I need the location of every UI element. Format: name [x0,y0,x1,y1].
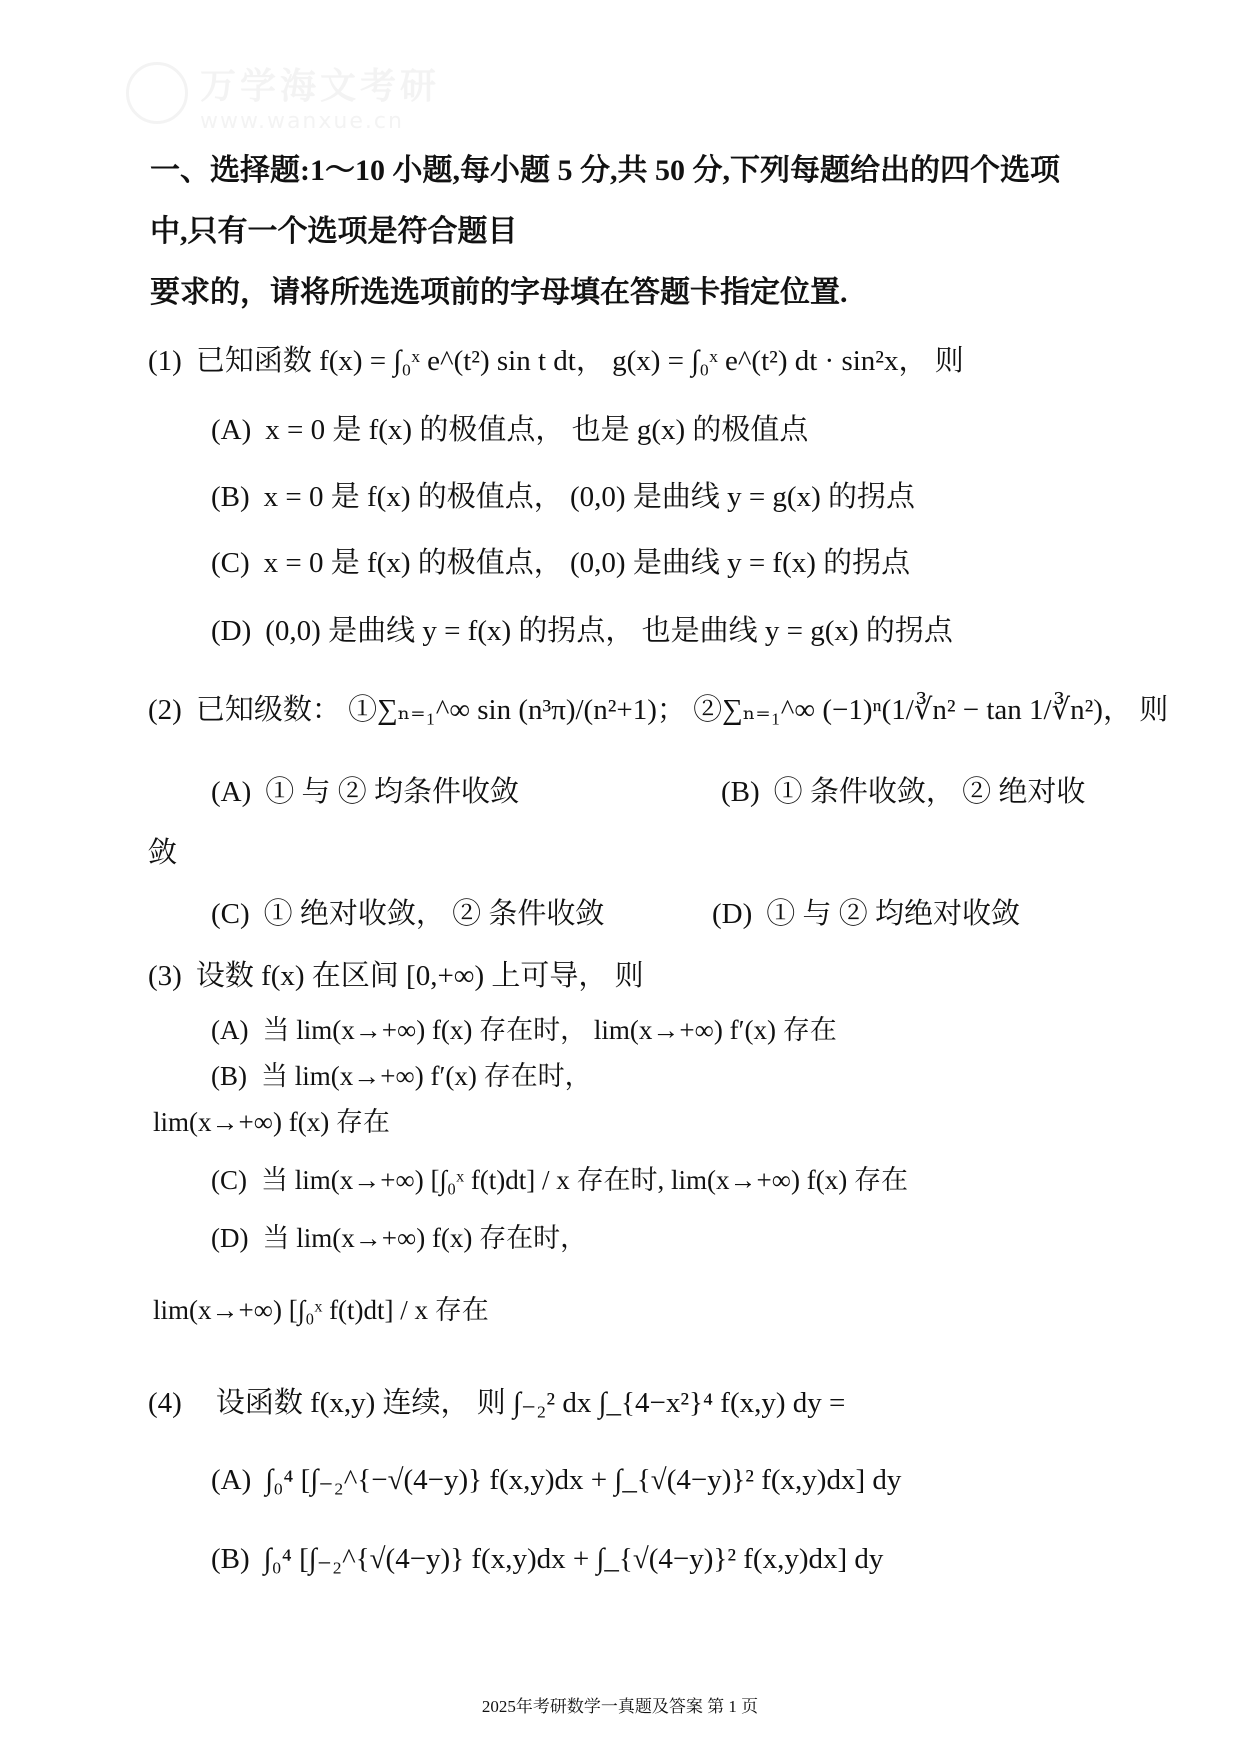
option-label: (D) [712,898,753,930]
watermark-logo-icon [126,62,188,124]
q4-option-b [211,1539,883,1579]
question-4-stem [148,1383,845,1423]
question-2-stem [148,690,1168,730]
section-heading-line-2: 中,只有一个选项是符合题目 [150,215,518,248]
question-number: (3) [148,960,182,992]
q2-option-d [712,894,1020,934]
question-3-stem [148,956,644,996]
option-label: (D) [211,1223,249,1253]
q2-option-b-continued: 敛 [148,837,178,869]
question-number: (2) [148,694,182,726]
page-footer: 2025年考研数学一真题及答案 第 1 页 [481,1697,759,1716]
option-text: 当 lim(x→+∞) f(x) 存在时， [262,1223,588,1253]
option-label: (B) [211,1543,250,1575]
option-text: ∫₀⁴ [∫₋₂^{√(4−y)} f(x,y)dx + ∫_{√(4−y)}² f(x,y)dx] dy [263,1543,884,1575]
q2-option-b [721,772,1085,812]
option-text: ① 与 ② 均条件收敛 [265,776,520,808]
option-text: x = 0 是 f(x) 的极值点， (0,0) 是曲线 y = f(x) 的拐点 [263,547,911,579]
q3-option-b [211,1056,592,1096]
question-number: (1) [148,345,182,377]
option-label: (C) [211,898,250,930]
q3-option-b-continued: lim(x→+∞) f(x) 存在 [153,1107,390,1137]
question-text: 设函数 f(x,y) 连续， 则 ∫₋₂² dx ∫_{4−x²}⁴ f(x,y) dy = [215,1387,846,1419]
q1-option-d [211,611,953,651]
option-label: (B) [721,776,760,808]
option-label: (C) [211,547,250,579]
option-text: 当 lim(x→+∞) f(x) 存在时， lim(x→+∞) f′(x) 存在 [262,1015,837,1045]
q3-option-c [211,1160,908,1200]
option-text: ∫₀⁴ [∫₋₂^{−√(4−y)} f(x,y)dx + ∫_{√(4−y)}² f(x,y)dx] dy [265,1464,902,1496]
option-label: (B) [211,1061,247,1091]
q1-option-c [211,543,910,583]
option-label: (B) [211,481,250,513]
option-label: (D) [211,615,252,647]
q2-option-c [211,894,604,934]
section-heading-line-1: 一、选择题:1～10 小题,每小题 5 分,共 50 分,下列每题给出的四个选项 [150,154,1060,187]
question-number: (4) [148,1387,182,1419]
option-label: (C) [211,1165,247,1195]
question-1-stem [148,341,964,381]
q1-option-b [211,477,915,517]
option-text: ① 与 ② 均绝对收敛 [766,898,1021,930]
watermark-url: www.wanxue.cn [200,109,404,134]
option-text: 当 lim(x→+∞) f′(x) 存在时， [261,1061,592,1091]
question-text: 设数 f(x) 在区间 [0,+∞) 上可导， 则 [195,960,644,992]
option-text: ① 条件收敛， ② 绝对收 [773,776,1086,808]
option-text: ① 绝对收敛， ② 条件收敛 [263,898,605,930]
option-text: (0,0) 是曲线 y = f(x) 的拐点， 也是曲线 y = g(x) 的拐点 [265,615,953,647]
q3-option-d-continued: lim(x→+∞) [∫₀ˣ f(t)dt] / x 存在 [153,1295,489,1325]
watermark [130,58,440,134]
question-text: 已知函数 f(x) = ∫₀ˣ e^(t²) sin t dt， g(x) = ∫₀ˣ e^(t²) dt · sin²x， 则 [195,345,964,377]
option-text: x = 0 是 f(x) 的极值点， 也是 g(x) 的极值点 [265,414,809,446]
option-text: x = 0 是 f(x) 的极值点， (0,0) 是曲线 y = g(x) 的拐点 [263,481,915,513]
option-label: (A) [211,414,252,446]
option-label: (A) [211,776,252,808]
option-label: (A) [211,1015,249,1045]
q3-option-d [211,1218,587,1258]
option-label: (A) [211,1464,252,1496]
q4-option-a [211,1460,901,1500]
question-text: 已知级数： ①∑ₙ₌₁^∞ sin (n³π)/(n²+1)； ②∑ₙ₌₁^∞ (−1)ⁿ(1/∛n² − tan 1/∛n²)， 则 [195,694,1169,726]
option-text: 当 lim(x→+∞) [∫₀ˣ f(t)dt] / x 存在时, lim(x→+∞) f(x) 存在 [261,1165,908,1195]
section-heading-line-3: 要求的，请将所选选项前的字母填在答题卡指定位置. [150,276,848,309]
watermark-name: 万学海文考研 [200,66,441,107]
q1-option-a [211,410,808,450]
q2-option-a [211,772,519,812]
q3-option-a [211,1010,837,1050]
